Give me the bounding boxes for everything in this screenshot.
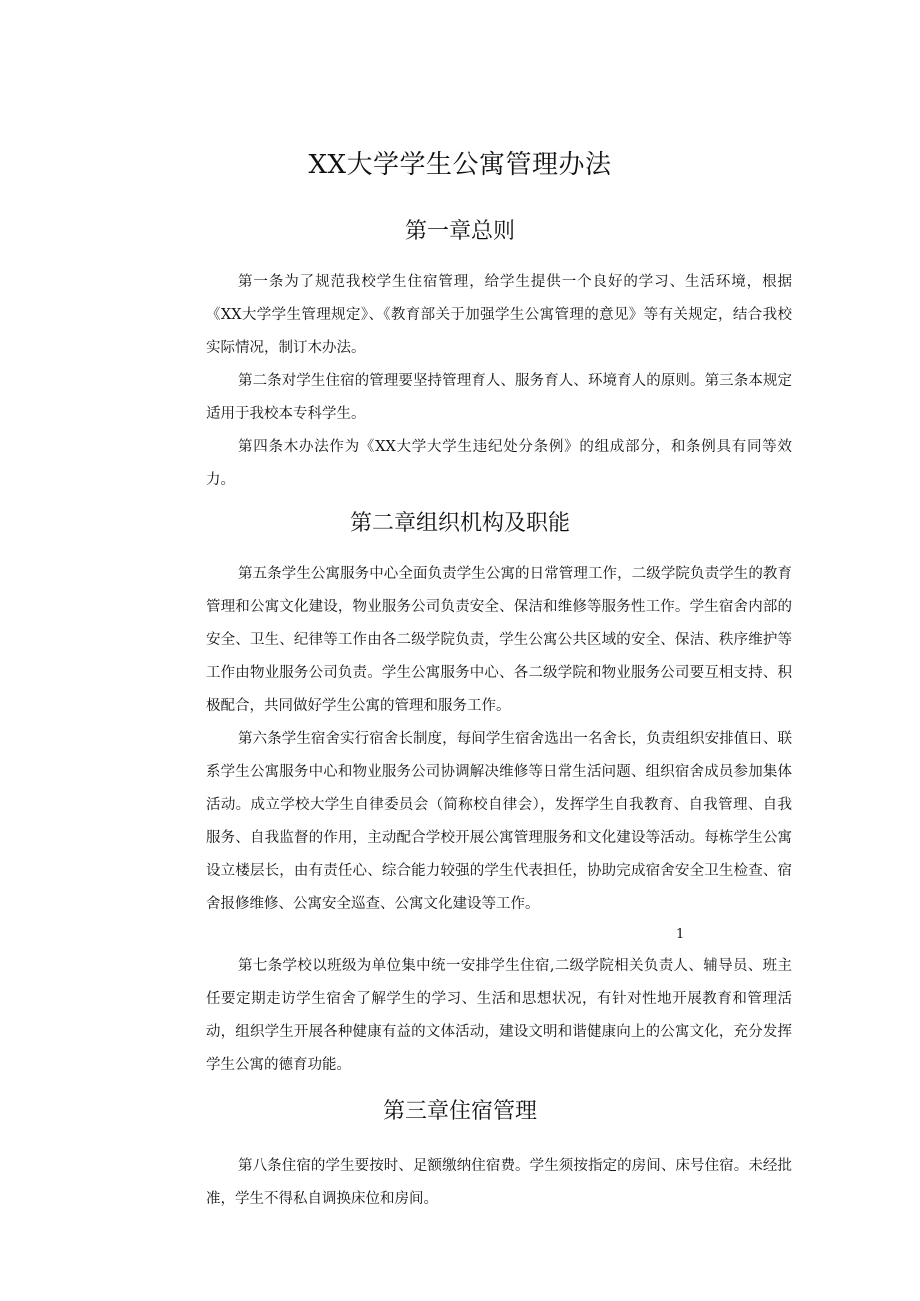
article-paragraph: 第一条为了规范我校学生住宿管理，给学生提供一个良好的学习、生活环境，根据《XX大学学生管理规定》、《教育部关于加强学生公寓管理的意见》等有关规定，结合我校实际情况，制订木办法。 [206,274,792,356]
article-paragraph: 第七条学校以班级为单位集中统一安排学生住宿,二级学院相关负责人、辅导员、班主任要定期走访学生宿舍了解学生的学习、生活和思想状况，有针对性地开展教育和管理活动，组织学生开展各种健康有益的文体活动，建设文明和谐健康向上的公寓文化，充分发挥学生公寓的德育功能。 [206,958,792,1073]
chapter-heading: 第三章住宿管理 [382,1099,537,1124]
document-title: XX大学学生公寓管理办法 [308,150,612,180]
article-paragraph: 第四条木办法作为《XX大学大学生违纪处分条例》的组成部分，和条例具有同等效力。 [206,439,792,488]
article-paragraph: 第六条学生宿舍实行宿舍长制度，每间学生宿舍选出一名舍长，负责组织安排值日、联系学生公寓服务中心和物业服务公司协调解决维修等日常生活问题、组织宿舍成员参加集体活动。成立学校大学生自律委员会（简称校自律会），发挥学生自我教育、自我管理、自我服务、自我监督的作用，主动配合学校开展公寓管理服务和文化建设等活动。每栋学生公寓设立楼层长，由有责任心、综合能力较强的学生代表担任，协助完成宿舍安全卫生检查、宿舍报修维修、公寓安全巡查、公寓文化建设等工作。 [206,731,792,912]
article-paragraph: 第八条住宿的学生要按时、足额缴纳住宿费。学生须按指定的房间、床号住宿。未经批准，学生不得私自调换床位和房间。 [206,1158,792,1207]
chapter-heading: 第一章总则 [404,219,515,244]
page-number: 1 [676,927,685,942]
article-paragraph: 第二条对学生住宿的管理要坚持管理育人、服务育人、环境育人的原则。第三条本规定适用于我校本专科学生。 [206,373,792,422]
article-paragraph: 第五条学生公寓服务中心全面负责学生公寓的日常管理工作，二级学院负责学生的教育管理和公寓文化建设，物业服务公司负责安全、保洁和维修等服务性工作。学生宿舍内部的安全、卫生、纪律等工作由各二级学院负责，学生公寓公共区域的安全、保洁、秩序维护等工作由物业服务公司负责。学生公寓服务中心、各二级学院和物业服务公司要互相支持、积极配合，共同做好学生公寓的管理和服务工作。 [206,566,792,714]
chapter-heading: 第二章组织机构及职能 [349,511,570,536]
